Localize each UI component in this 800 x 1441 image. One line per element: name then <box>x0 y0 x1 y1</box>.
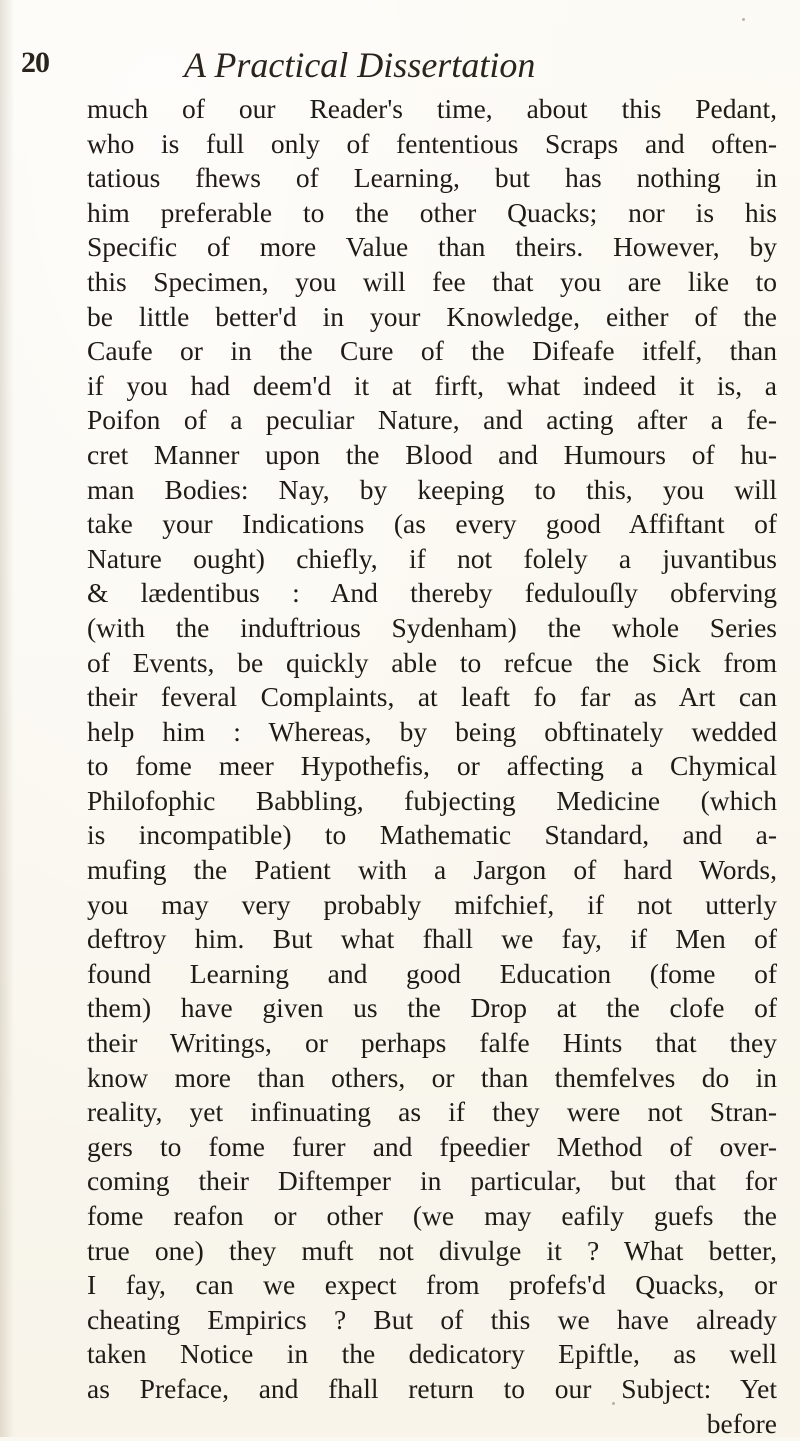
text-line: Nature ought) chiefly, if not folely a juvantibus <box>87 542 777 574</box>
text-line: to fome meer Hypothefis, or affecting a Chymical <box>87 750 777 782</box>
text-line: of Events, be quickly able to refcue the Sick from <box>87 646 777 678</box>
text-line: coming their Diftemper in particular, but that for <box>87 1165 777 1197</box>
text-line: Specific of more Value than theirs. However, by <box>87 231 777 263</box>
ink-speck <box>742 18 745 21</box>
running-title: A Practical Dissertation <box>184 45 536 85</box>
text-line: deftroy him. But what fhall we fay, if Men of <box>87 923 777 955</box>
text-line: is incompatible) to Mathematic Standard, and a- <box>87 819 777 851</box>
text-line: fome reafon or other (we may eafily guefs the <box>87 1200 777 1231</box>
text-line: this Specimen, you will fee that you are like to <box>87 265 777 297</box>
text-line: help him : Whereas, by being obftinately wedded <box>87 715 777 747</box>
text-line: them) have given us the Drop at the clofe of <box>87 992 777 1024</box>
text-line: him preferable to the other Quacks; nor is his <box>87 196 777 228</box>
text-line: true one) they muft not divulge it ? What better, <box>87 1234 777 1266</box>
body-text <box>87 92 777 1441</box>
text-line: cheating Empirics ? But of this we have already <box>87 1303 777 1335</box>
text-line: taken Notice in the dedicatory Epiftle, as well <box>87 1338 777 1370</box>
page-number: 20 <box>21 46 49 79</box>
text-line: Philofophic Babbling, fubjecting Medicine (which <box>87 784 777 816</box>
text-line: reality, yet infinuating as if they were not Stran- <box>87 1096 777 1128</box>
ink-speck <box>612 1402 615 1405</box>
text-line: cret Manner upon the Blood and Humours of hu- <box>87 438 777 470</box>
text-line: who is full only of fententious Scraps and often- <box>87 127 777 159</box>
text-line: as Preface, and fhall return to our Subject: Yet <box>87 1372 777 1404</box>
text-line: take your Indications (as every good Affiftant of <box>87 508 777 540</box>
text-line: you may very probably mifchief, if not utterly <box>87 888 777 920</box>
text-line: tatious fhews of Learning, but has nothing in <box>87 162 777 194</box>
page-spine-shadow <box>0 0 14 1437</box>
text-line: man Bodies: Nay, by keeping to this, you will <box>87 473 777 505</box>
text-line: I fay, can we expect from profefs'd Quacks, or <box>87 1269 777 1301</box>
text-line: mufing the Patient with a Jargon of hard Words, <box>87 854 777 886</box>
text-line: their Writings, or perhaps falfe Hints that they <box>87 1027 777 1059</box>
text-line: much of our Reader's time, about this Pedant, <box>87 93 777 124</box>
catchword: before <box>706 1407 777 1439</box>
text-line: & lædentibus : And thereby fedulouſly obferving <box>87 577 777 609</box>
text-line: be little better'd in your Knowledge, either of the <box>87 300 777 332</box>
text-line: know more than others, or than themfelves do in <box>87 1061 777 1093</box>
text-line: Poifon of a peculiar Nature, and acting after a fe- <box>87 404 777 436</box>
text-line: their feveral Complaints, at leaft fo far as Art can <box>87 681 777 713</box>
text-line: Caufe or in the Cure of the Difeafe itfelf, than <box>87 335 777 367</box>
text-line: (with the induftrious Sydenham) the whole Series <box>87 611 777 643</box>
text-line: if you had deem'd it at firft, what indeed it is, a <box>87 369 777 401</box>
text-line: found Learning and good Education (fome of <box>87 957 777 989</box>
text-line: gers to fome furer and fpeedier Method of over- <box>87 1130 777 1162</box>
